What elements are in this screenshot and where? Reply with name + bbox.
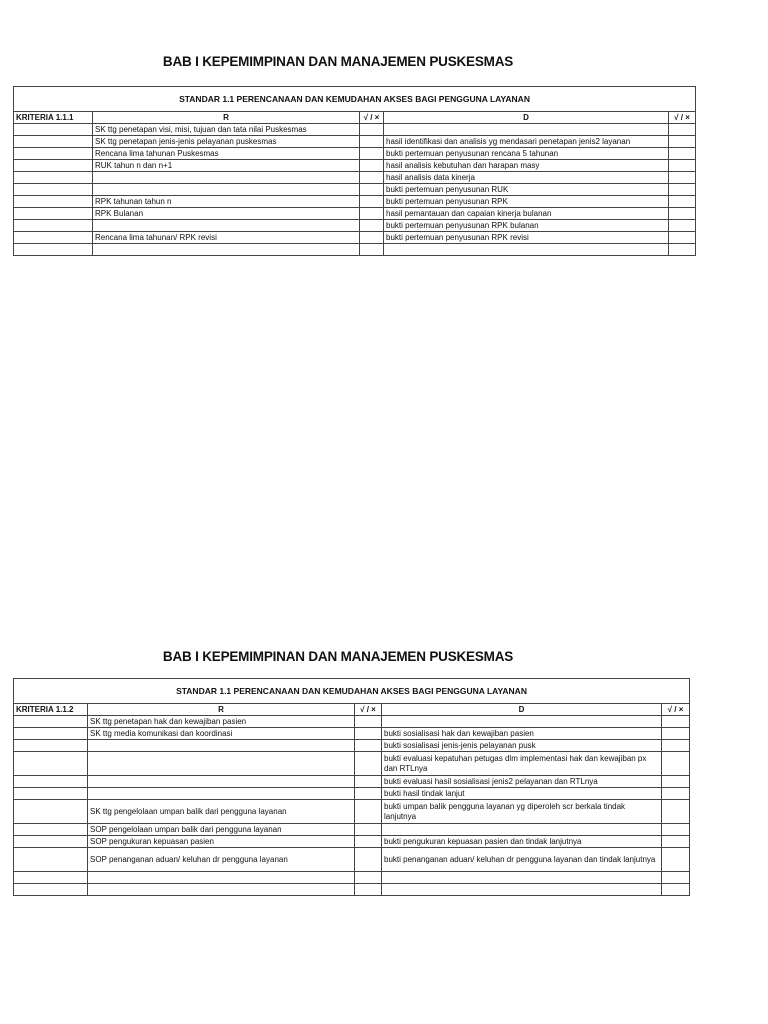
r-cell <box>88 752 355 776</box>
check-d-cell <box>662 848 690 872</box>
r-cell: SK ttg penetapan hak dan kewajiban pasien <box>88 716 355 728</box>
check-d-cell <box>669 136 696 148</box>
check-d-cell <box>662 728 690 740</box>
table-row <box>14 244 696 256</box>
r-cell: Rencana lima tahunan/ RPK revisi <box>93 232 360 244</box>
d-cell: bukti sosialisasi hak dan kewajiban pasien <box>382 728 662 740</box>
check-d-cell <box>662 872 690 884</box>
d-cell <box>384 244 669 256</box>
r-cell: SOP pengukuran kepuasan pasien <box>88 836 355 848</box>
check-r-cell <box>355 728 382 740</box>
check-r-cell <box>355 836 382 848</box>
r-cell: RPK tahunan tahun n <box>93 196 360 208</box>
r-cell <box>88 884 355 896</box>
r-cell: Rencana lima tahunan Puskesmas <box>93 148 360 160</box>
check-d-cell <box>662 740 690 752</box>
d-cell: bukti evaluasi kepatuhan petugas dlm implementasi hak dan kewajiban px dan RTLnya <box>382 752 662 776</box>
check-d-cell <box>669 232 696 244</box>
r-cell: RUK tahun n dan n+1 <box>93 160 360 172</box>
table-row <box>14 800 690 824</box>
table-row <box>14 788 690 800</box>
check-d-cell <box>662 716 690 728</box>
section-1-title: BAB I KEPEMIMPINAN DAN MANAJEMEN PUSKESMAS <box>162 54 514 69</box>
r-cell <box>88 740 355 752</box>
r-cell <box>88 788 355 800</box>
table-row <box>14 208 696 220</box>
r-cell: SK ttg media komunikasi dan koordinasi <box>88 728 355 740</box>
r-cell <box>88 872 355 884</box>
check-d-cell <box>662 776 690 788</box>
section-2-title: BAB I KEPEMIMPINAN DAN MANAJEMEN PUSKESMAS <box>162 649 514 664</box>
check-r-cell <box>355 740 382 752</box>
check-d-cell <box>669 160 696 172</box>
check-d-cell <box>662 824 690 836</box>
d-cell: bukti sosialisasi jenis-jenis pelayanan pusk <box>382 740 662 752</box>
check-d-cell <box>669 184 696 196</box>
r-cell: SK ttg pengelolaan umpan balik dari pengguna layanan <box>88 800 355 824</box>
r-cell <box>93 184 360 196</box>
check-d-cell <box>669 148 696 160</box>
table-row <box>14 148 696 160</box>
kriteria-label: KRITERIA 1.1.1 <box>14 112 93 124</box>
check-r-cell <box>355 884 382 896</box>
r-cell: SOP pengelolaan umpan balik dari pengguna layanan <box>88 824 355 836</box>
criteria-table-2 <box>13 678 690 896</box>
r-cell <box>93 244 360 256</box>
d-cell: bukti hasil tindak lanjut <box>382 788 662 800</box>
check-r-cell <box>355 824 382 836</box>
check-r-cell <box>355 800 382 824</box>
d-cell: bukti pertemuan penyusunan RPK <box>384 196 669 208</box>
check-d-cell <box>662 788 690 800</box>
d-cell <box>382 872 662 884</box>
check-d-cell <box>669 196 696 208</box>
table-row <box>14 196 696 208</box>
check-d-cell <box>669 220 696 232</box>
d-cell: hasil pemantauan dan capaian kinerja bulanan <box>384 208 669 220</box>
d-cell: bukti pengukuran kepuasan pasien dan tindak lanjutnya <box>382 836 662 848</box>
table-row <box>14 836 690 848</box>
table-row <box>14 740 690 752</box>
r-cell <box>88 776 355 788</box>
check-r-cell <box>360 232 384 244</box>
check-d-cell <box>669 124 696 136</box>
d-cell: hasil identifikasi dan analisis yg mendasari penetapan jenis2 layanan <box>384 136 669 148</box>
r-cell <box>93 220 360 232</box>
check-r-cell <box>360 220 384 232</box>
d-cell: bukti evaluasi hasil sosialisasi jenis2 pelayanan dan RTLnya <box>382 776 662 788</box>
d-cell: hasil analisis data kinerja <box>384 172 669 184</box>
d-cell <box>382 824 662 836</box>
check-r-cell <box>355 716 382 728</box>
check-d-cell <box>669 208 696 220</box>
check-d-cell <box>662 800 690 824</box>
check-r-cell <box>360 208 384 220</box>
table-row <box>14 872 690 884</box>
table-row <box>14 752 690 776</box>
check-d-cell <box>662 884 690 896</box>
check-r-cell <box>360 196 384 208</box>
d-cell <box>384 124 669 136</box>
check-r-cell <box>360 148 384 160</box>
column-header-check-d: √ / × <box>669 112 696 124</box>
check-r-cell <box>355 788 382 800</box>
table-row <box>14 776 690 788</box>
check-r-cell <box>360 172 384 184</box>
standard-heading: STANDAR 1.1 PERENCANAAN DAN KEMUDAHAN AKSES BAGI PENGGUNA LAYANAN <box>14 679 690 704</box>
check-r-cell <box>355 752 382 776</box>
check-d-cell <box>669 244 696 256</box>
r-cell: SK ttg penetapan visi, misi, tujuan dan tata nilai Puskesmas <box>93 124 360 136</box>
table-row <box>14 728 690 740</box>
column-header-r: R <box>93 112 360 124</box>
table-row <box>14 884 690 896</box>
table-row <box>14 232 696 244</box>
r-cell <box>93 172 360 184</box>
check-r-cell <box>355 848 382 872</box>
d-cell: bukti pertemuan penyusunan RPK revisi <box>384 232 669 244</box>
table-row <box>14 160 696 172</box>
d-cell: bukti umpan balik pengguna layanan yg diperoleh scr berkala tindak lanjutnya <box>382 800 662 824</box>
standard-heading: STANDAR 1.1 PERENCANAAN DAN KEMUDAHAN AKSES BAGI PENGGUNA LAYANAN <box>14 87 696 112</box>
table-row <box>14 848 690 872</box>
table-row <box>14 824 690 836</box>
check-d-cell <box>669 172 696 184</box>
table-row <box>14 172 696 184</box>
table-row <box>14 184 696 196</box>
column-header-r: R <box>88 704 355 716</box>
column-header-check-r: √ / × <box>360 112 384 124</box>
table-row <box>14 220 696 232</box>
column-header-d: D <box>382 704 662 716</box>
d-cell: bukti pertemuan penyusunan rencana 5 tahunan <box>384 148 669 160</box>
check-r-cell <box>360 184 384 196</box>
table-row <box>14 124 696 136</box>
d-cell: bukti pertemuan penyusunan RPK bulanan <box>384 220 669 232</box>
check-r-cell <box>355 872 382 884</box>
d-cell: bukti penanganan aduan/ keluhan dr pengguna layanan dan tindak lanjutnya <box>382 848 662 872</box>
table-row <box>14 136 696 148</box>
d-cell: bukti pertemuan penyusunan RUK <box>384 184 669 196</box>
d-cell: hasil analisis kebutuhan dan harapan masy <box>384 160 669 172</box>
column-header-check-d: √ / × <box>662 704 690 716</box>
check-r-cell <box>355 776 382 788</box>
table-row <box>14 716 690 728</box>
check-d-cell <box>662 752 690 776</box>
kriteria-label: KRITERIA 1.1.2 <box>14 704 88 716</box>
d-cell <box>382 716 662 728</box>
d-cell <box>382 884 662 896</box>
r-cell: SK ttg penetapan jenis-jenis pelayanan puskesmas <box>93 136 360 148</box>
column-header-d: D <box>384 112 669 124</box>
check-r-cell <box>360 124 384 136</box>
check-d-cell <box>662 836 690 848</box>
r-cell: SOP penanganan aduan/ keluhan dr pengguna layanan <box>88 848 355 872</box>
check-r-cell <box>360 136 384 148</box>
criteria-table-1 <box>13 86 696 256</box>
check-r-cell <box>360 160 384 172</box>
check-r-cell <box>360 244 384 256</box>
column-header-check-r: √ / × <box>355 704 382 716</box>
r-cell: RPK Bulanan <box>93 208 360 220</box>
